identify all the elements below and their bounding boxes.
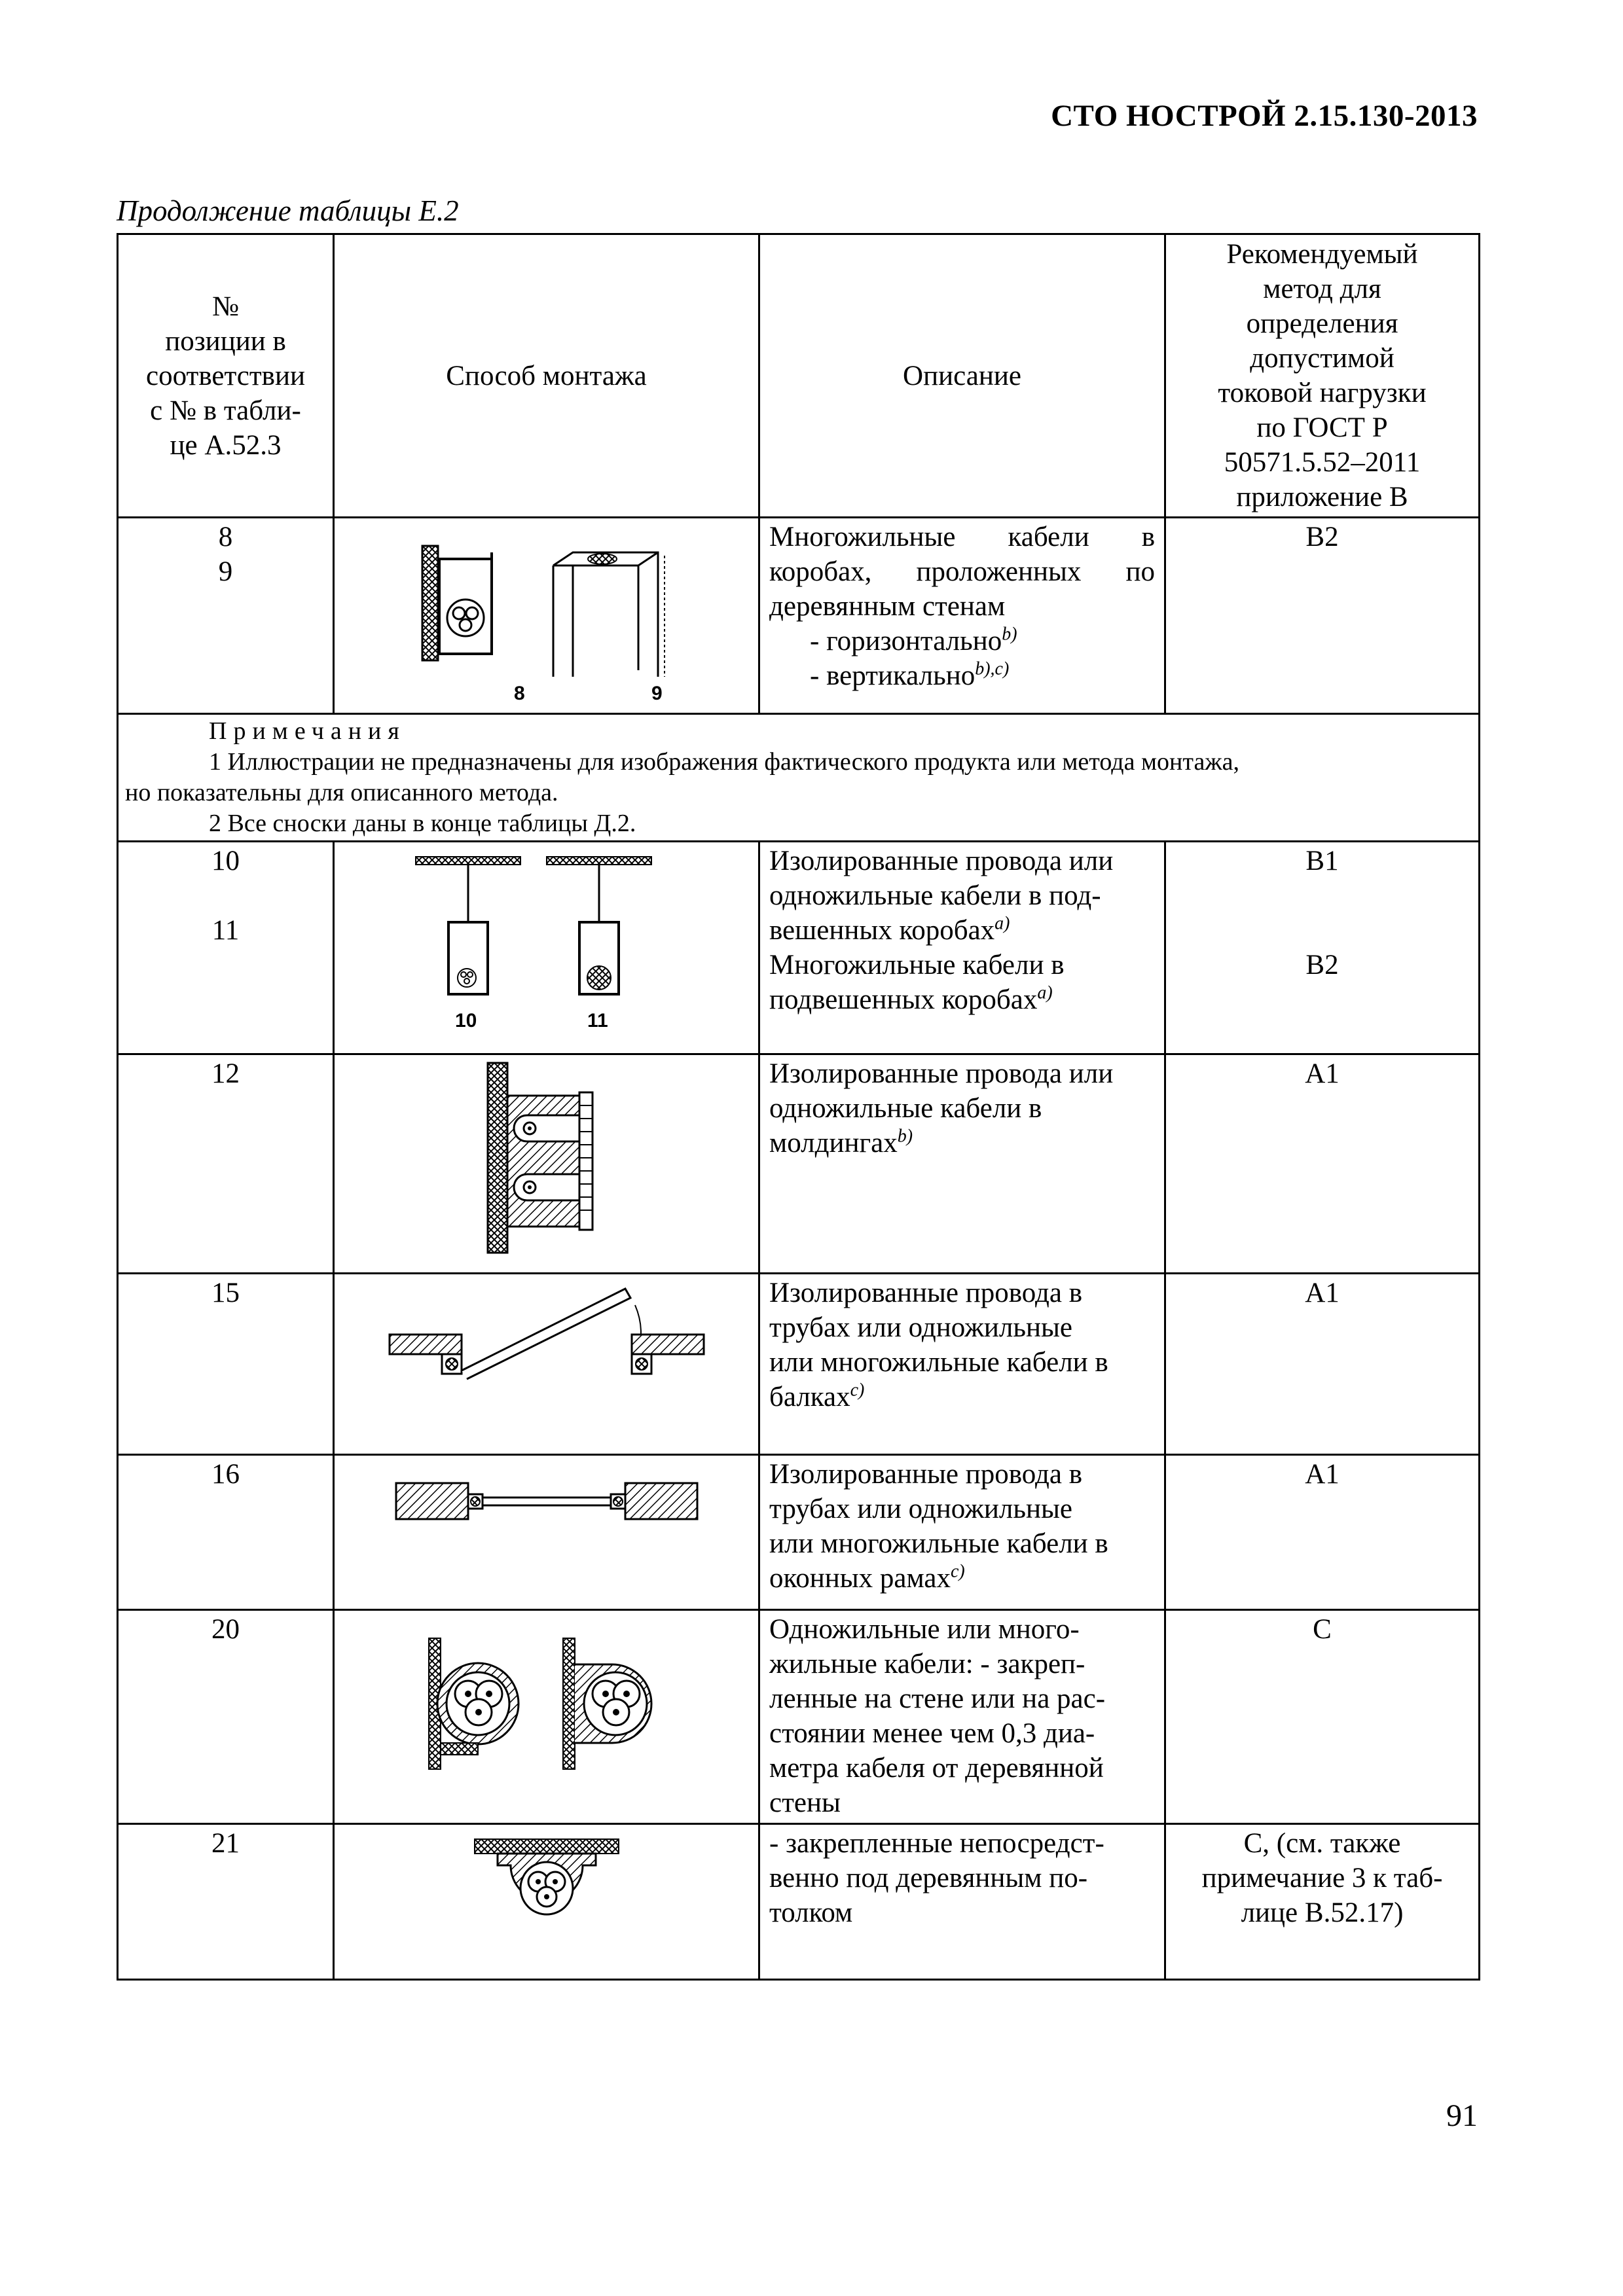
installation-figure <box>334 1824 759 1980</box>
figure-label: 9 <box>651 683 663 703</box>
table-row <box>118 1610 1480 1824</box>
installation-figure <box>334 1054 759 1274</box>
recommended-method: A1 <box>1165 1274 1480 1455</box>
position-number: 16 <box>118 1455 334 1610</box>
recommended-method: B2 <box>1165 518 1480 714</box>
description: - закрепленные непосредст- венно под деревянным по- толком <box>759 1824 1165 1980</box>
table-row <box>118 842 1480 1054</box>
installation-figure <box>334 1610 759 1824</box>
cables-fixed-on-wooden-wall-figure <box>396 1612 697 1808</box>
figure-label: 11 <box>587 1010 608 1031</box>
position-number: 10 11 <box>118 842 334 1054</box>
suspended-trunking-figure <box>409 844 684 1040</box>
installation-figure <box>334 1274 759 1455</box>
recommended-method: A1 <box>1165 1455 1480 1610</box>
description: Изолированные провода в трубах или одножильные или многожильные кабели в оконных рамах$^{c)}$ <box>759 1455 1165 1610</box>
notes <box>118 714 1480 842</box>
notes-row <box>118 714 1480 842</box>
table-header-row <box>118 234 1480 518</box>
moulding-figure <box>475 1056 619 1259</box>
position-number: 15 <box>118 1274 334 1455</box>
cable-trunking-on-wooden-wall-figure <box>376 520 717 703</box>
installation-figure <box>334 1455 759 1610</box>
header-description: Описание <box>759 234 1165 518</box>
header-position-number: № позиции в соответствии с № в табли- це А.52.3 <box>118 234 334 518</box>
recommended-method: С, (см. также примечание 3 к таб- лице В.52.17) <box>1165 1824 1480 1980</box>
installation-figure <box>334 518 759 714</box>
table-row <box>118 518 1480 714</box>
cable-under-wooden-ceiling-figure <box>462 1826 632 1937</box>
note-1: 1 Иллюстрации не предназначены для изображения фактического продукта или метода монтажа, <box>209 748 1239 776</box>
conduit-in-beams-figure <box>376 1276 717 1407</box>
table-row <box>118 1824 1480 1980</box>
description: Многожильные кабели в коробах, проложенных по деревянным стенам - горизонтально$^{b)}$ - вертикально$^{b),c)}$ <box>759 518 1165 714</box>
position-number: 8 9 <box>118 518 334 714</box>
recommended-method: B1 B2 <box>1165 842 1480 1054</box>
document-code: СТО НОСТРОЙ 2.15.130-2013 <box>1051 99 1478 133</box>
header-recommended-method: Рекомендуемый метод для определения допустимой токовой нагрузки по ГОСТ Р 50571.5.52–2011 приложение В <box>1165 234 1480 518</box>
installation-figure <box>334 842 759 1054</box>
table-caption: Продолжение таблицы Е.2 <box>117 194 459 227</box>
note-1-continued: но показательны для описанного метода. <box>125 779 558 806</box>
header-installation-method: Способ монтажа <box>334 234 759 518</box>
description: Изолированные провода или одножильные кабели в под- вешенных коробах$^{a)}$ Многожильные кабели в подвешенных коробах$^{a)}$ <box>759 842 1165 1054</box>
description: Одножильные или много- жильные кабели: - закреп- ленные на стене или на рас- стоянии менее чем 0,3 диа- метра кабеля от деревянной стены <box>759 1610 1165 1824</box>
position-number: 20 <box>118 1610 334 1824</box>
figure-label: 8 <box>513 683 525 703</box>
note-2: 2 Все сноски даны в конце таблицы Д.2. <box>209 810 636 837</box>
description: Изолированные провода или одножильные кабели в молдингах$^{b)}$ <box>759 1054 1165 1274</box>
position-number: 21 <box>118 1824 334 1980</box>
description: Изолированные провода в трубах или одножильные или многожильные кабели в балках$^{c)}$ <box>759 1274 1165 1455</box>
table-row <box>118 1455 1480 1610</box>
conduit-in-window-frame-figure <box>376 1457 717 1555</box>
figure-label: 10 <box>454 1010 477 1031</box>
installation-methods-table <box>117 233 1480 1981</box>
recommended-method: A1 <box>1165 1054 1480 1274</box>
page-number: 91 <box>1446 2098 1478 2133</box>
table-row <box>118 1274 1480 1455</box>
table-row <box>118 1054 1480 1274</box>
position-number: 12 <box>118 1054 334 1274</box>
recommended-method: C <box>1165 1610 1480 1824</box>
notes-title: Примечания <box>209 717 406 745</box>
